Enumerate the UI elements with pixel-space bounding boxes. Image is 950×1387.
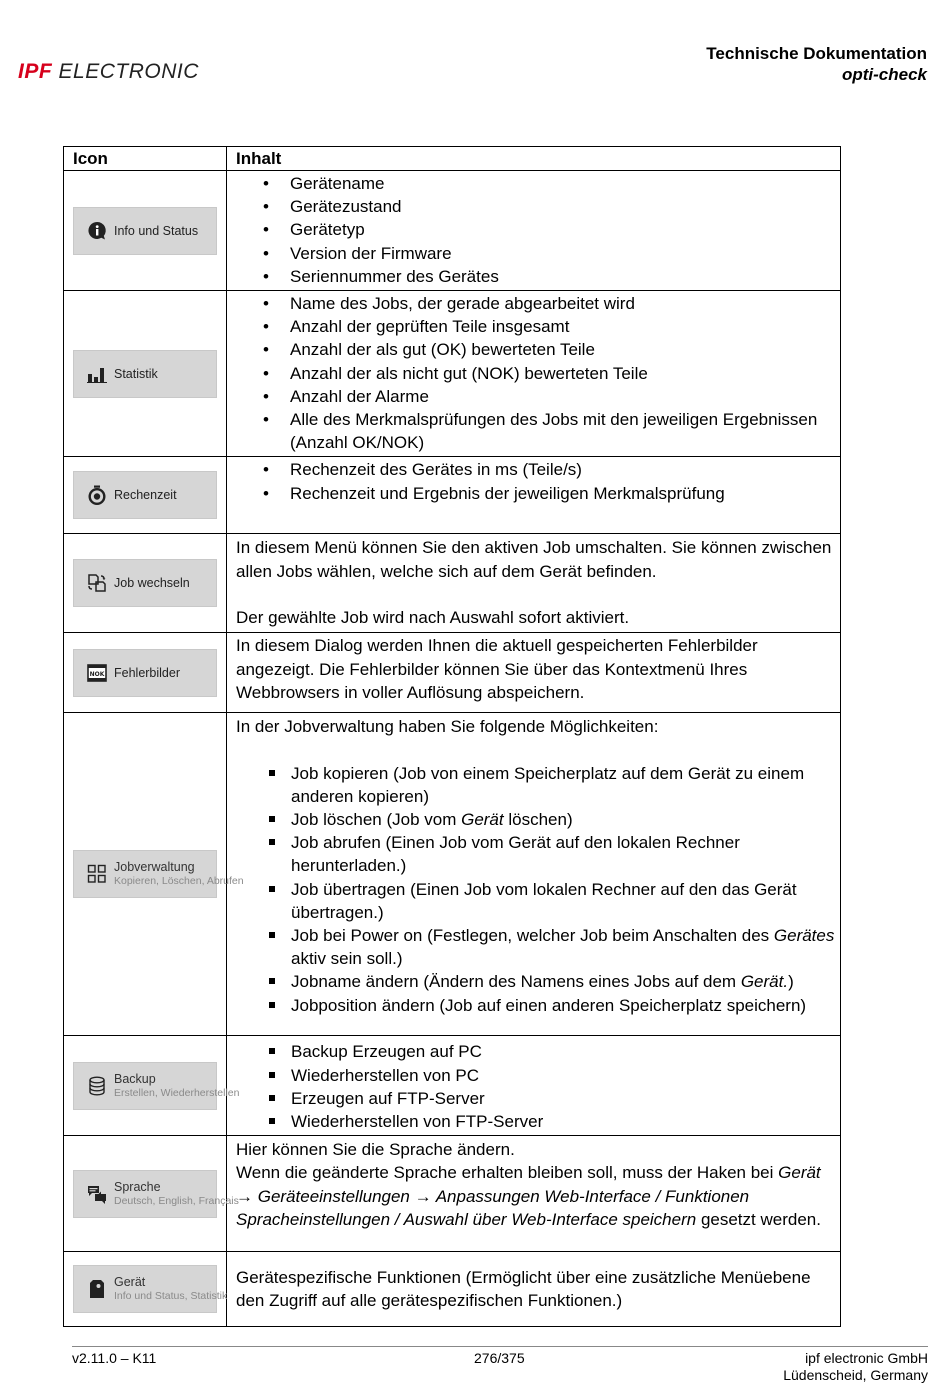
list-item: Job kopieren (Job von einem Speicherplatz auf dem Gerät zu einem anderen kopieren) [236, 762, 836, 808]
list-item: Job übertragen (Einen Job vom lokalen Rechner auf den das Gerät übertragen.) [236, 878, 836, 924]
list-item: • Gerätezustand [236, 195, 836, 218]
speech-bubbles-icon [86, 1183, 108, 1205]
database-icon [86, 1075, 108, 1097]
document-subtitle: opti-check [841, 65, 927, 84]
footer-company-location: Lüdenscheid, Germany [783, 1367, 928, 1383]
footer-version: v2.11.0 – K11 [72, 1350, 157, 1366]
list-item: Job abrufen (Einen Job vom Gerät auf den lokalen Rechner herunterladen.) [236, 831, 836, 877]
sprache-description: Hier können Sie die Sprache ändern. [236, 1140, 515, 1160]
table-row [64, 457, 841, 534]
table-row [64, 713, 841, 1036]
grid-icon [86, 863, 108, 885]
button-label: Info und Status [114, 223, 199, 238]
logo-brand: IPF [18, 60, 53, 83]
button-sublabel: Erstellen, Wiederherstellen [114, 1086, 240, 1099]
button-sublabel: Deutsch, English, Français [114, 1194, 239, 1207]
footer-company [783, 1350, 928, 1384]
list-item: • Seriennummer des Gerätes [236, 265, 836, 288]
info-status-list [236, 172, 836, 288]
backup-list [236, 1040, 836, 1133]
button-label: Statistik [114, 366, 158, 381]
job-wechseln-note: Der gewählte Job wird nach Auswahl sofort aktiviert. [236, 607, 630, 627]
statistik-list [236, 292, 836, 454]
table-header-row [64, 147, 841, 171]
list-item: • Name des Jobs, der gerade abgearbeitet wird [236, 292, 836, 315]
device-icon [86, 1278, 108, 1300]
stopwatch-icon [86, 484, 108, 506]
sprache-hint: Wenn die geänderte Sprache erhalten bleiben soll, muss der Haken bei Gerät → Geräteeinstellungen → Anpassungen Web-Interface / Funktionen Spracheinstellungen / Auswahl über Web-Interface speichern gesetzt werden. [236, 1163, 821, 1229]
button-sublabel: Kopieren, Löschen, Abrufen [114, 875, 244, 888]
list-item: Wiederherstellen von PC [236, 1064, 836, 1087]
info-icon [86, 220, 108, 242]
switch-job-icon [86, 572, 108, 594]
button-label: Gerät [114, 1275, 146, 1290]
list-item: • Gerätetyp [236, 218, 836, 241]
jobverwaltung-list [236, 762, 836, 1017]
table-row [64, 291, 841, 457]
nok-label: NOK [89, 670, 105, 678]
button-label: Fehlerbilder [114, 665, 181, 680]
menu-table [63, 146, 841, 1327]
list-item: Job bei Power on (Festlegen, welcher Job beim Anschalten des Gerätes aktiv sein soll.) [236, 924, 836, 970]
footer-divider [72, 1346, 928, 1347]
list-item: • Anzahl der als gut (OK) bewerteten Teile [236, 338, 836, 361]
list-item: Jobname ändern (Ändern des Namens eines Jobs auf dem Gerät.) [236, 970, 836, 993]
column-header-icon: Icon [64, 147, 227, 171]
document-header [706, 43, 927, 85]
list-item: • Anzahl der geprüften Teile insgesamt [236, 315, 836, 338]
document-title: Technische Dokumentation [706, 44, 927, 63]
logo-text: ELECTRONIC [58, 60, 199, 83]
list-item: • Anzahl der Alarme [236, 385, 836, 408]
job-wechseln-description: In diesem Menü können Sie den aktiven Job umschalten. Sie können zwischen allen Jobs wählen, welche sich auf dem Gerät befinden. [236, 538, 832, 581]
footer-company-name: ipf electronic GmbH [805, 1350, 928, 1366]
list-item: • Anzahl der als nicht gut (NOK) bewerteten Teile [236, 362, 836, 385]
jobverwaltung-button[interactable] [73, 850, 244, 898]
table-row [64, 633, 841, 713]
list-item: • Rechenzeit des Gerätes in ms (Teile/s) [236, 458, 836, 481]
bar-chart-icon [86, 363, 108, 385]
nok-image-icon [86, 662, 108, 684]
table-row [64, 171, 841, 291]
table-row [64, 534, 841, 633]
list-item: • Rechenzeit und Ergebnis der jeweiligen Merkmalsprüfung [236, 482, 836, 505]
list-item: Job löschen (Job vom Gerät löschen) [236, 808, 836, 831]
button-sublabel: Info und Status, Statistik [114, 1290, 228, 1303]
rechenzeit-list [236, 458, 836, 504]
geraet-description: Gerätespezifische Funktionen (Ermöglicht über eine zusätzliche Menüebene den Zugriff auf alle gerätespezifischen Funktionen.) [236, 1267, 811, 1310]
fehlerbilder-description: In diesem Dialog werden Ihnen die aktuell gespeicherten Fehlerbilder angezeigt. Die Fehlerbilder können Sie über das Kontextmenü Ihres Webbrowsers in voller Auflösung abspeichern. [236, 636, 758, 702]
button-label: Job wechseln [114, 576, 190, 591]
table-row [64, 1136, 841, 1252]
list-item: Backup Erzeugen auf PC [236, 1040, 836, 1063]
jobverwaltung-intro: In der Jobverwaltung haben Sie folgende Möglichkeiten: [236, 717, 659, 737]
info-status-button[interactable] [73, 207, 217, 255]
list-item: Jobposition ändern (Job auf einen anderen Speicherplatz speichern) [236, 994, 836, 1017]
list-item: • Version der Firmware [236, 242, 836, 265]
rechenzeit-button[interactable] [73, 471, 217, 519]
list-item: • Gerätename [236, 172, 836, 195]
button-label: Backup [114, 1071, 156, 1086]
list-item: Wiederherstellen von FTP-Server [236, 1110, 836, 1133]
column-header-content: Inhalt [227, 147, 841, 171]
statistik-button[interactable] [73, 350, 217, 398]
job-wechseln-button[interactable] [73, 559, 217, 607]
table-row [64, 1036, 841, 1136]
table-row [64, 1252, 841, 1327]
button-label: Jobverwaltung [114, 860, 195, 875]
sprache-button[interactable] [73, 1170, 239, 1218]
footer-page-number: 276/375 [474, 1350, 525, 1366]
backup-button[interactable] [73, 1062, 240, 1110]
button-label: Rechenzeit [114, 488, 177, 503]
geraet-button[interactable] [73, 1265, 228, 1313]
button-label: Sprache [114, 1179, 161, 1194]
list-item: • Alle des Merkmalsprüfungen des Jobs mit den jeweiligen Ergebnissen (Anzahl OK/NOK) [236, 408, 836, 454]
fehlerbilder-button[interactable] [73, 649, 217, 697]
list-item: Erzeugen auf FTP-Server [236, 1087, 836, 1110]
company-logo [18, 60, 199, 84]
